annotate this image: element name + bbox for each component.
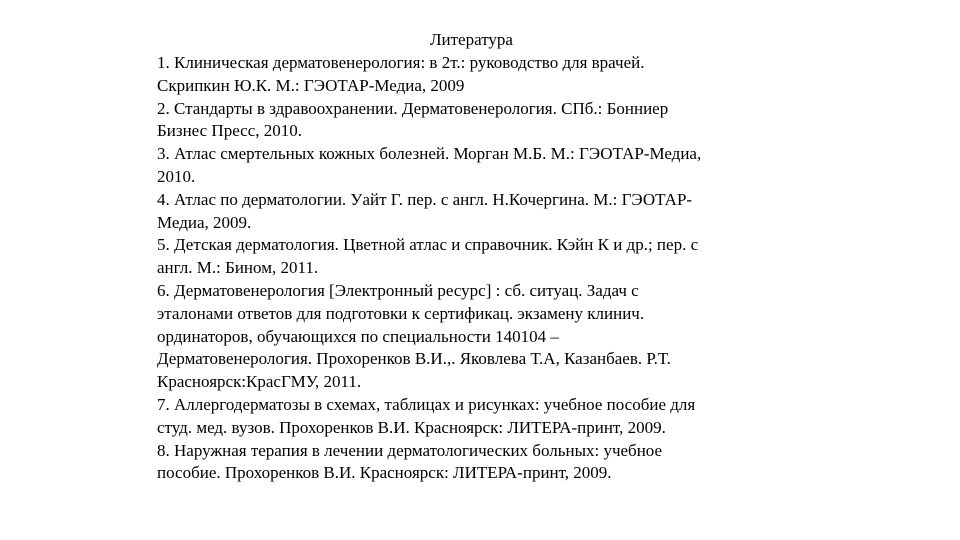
reference-line: ординаторов, обучающихся по специальности 140104 –	[157, 326, 559, 346]
reference-line: Дерматовенерология. Прохоренков В.И.,. Яковлева Т.А, Казанбаев. Р.Т.	[157, 349, 671, 369]
reference-line: Бизнес Пресс, 2010.	[157, 121, 303, 141]
reference-item	[157, 189, 817, 235]
reference-item	[157, 143, 817, 189]
reference-line: пособие. Прохоренков В.И. Красноярск: ЛИТЕРА-принт, 2009.	[157, 463, 612, 483]
reference-line: 6. Дерматовенерология [Электронный ресурс] : сб. ситуац. Задач с	[157, 280, 639, 300]
reference-list	[157, 52, 817, 485]
page-title: Литература	[430, 30, 513, 49]
reference-line: студ. мед. вузов. Прохоренков В.И. Красноярск: ЛИТЕРА-принт, 2009.	[157, 417, 666, 437]
reference-line: эталонами ответов для подготовки к сертификац. экзамену клинич.	[157, 303, 645, 323]
reference-item	[157, 394, 817, 440]
reference-line: Медиа, 2009.	[157, 212, 252, 232]
reference-line: 5. Детская дерматология. Цветной атлас и справочник. Кэйн К и др.; пер. с	[157, 235, 699, 255]
reference-line: 2. Стандарты в здравоохранении. Дерматовенерология. СПб.: Бонниер	[157, 98, 669, 118]
reference-line: 4. Атлас по дерматологии. Уайт Г. пер. с англ. Н.Кочергина. М.: ГЭОТАР-	[157, 189, 693, 209]
reference-line: 8. Наружная терапия в лечении дерматологических больных: учебное	[157, 440, 663, 460]
reference-line: 7. Аллергодерматозы в схемах, таблицах и рисунках: учебное пособие для	[157, 394, 696, 414]
reference-line: 1. Клиническая дерматовенерология: в 2т.: руководство для врачей.	[157, 53, 645, 72]
reference-item	[157, 280, 817, 394]
reference-item	[157, 234, 817, 280]
reference-item	[157, 440, 817, 486]
reference-line: Красноярск:КрасГМУ, 2011.	[157, 372, 362, 392]
reference-item	[157, 52, 817, 98]
reference-item	[157, 98, 817, 144]
reference-line: Скрипкин Ю.К. М.: ГЭОТАР-Медиа, 2009	[157, 75, 465, 95]
reference-line: 2010.	[157, 166, 196, 186]
reference-line: 3. Атлас смертельных кожных болезней. Морган М.Б. М.: ГЭОТАР-Медиа,	[157, 144, 702, 164]
reference-line: англ. М.: Бином, 2011.	[157, 258, 319, 278]
